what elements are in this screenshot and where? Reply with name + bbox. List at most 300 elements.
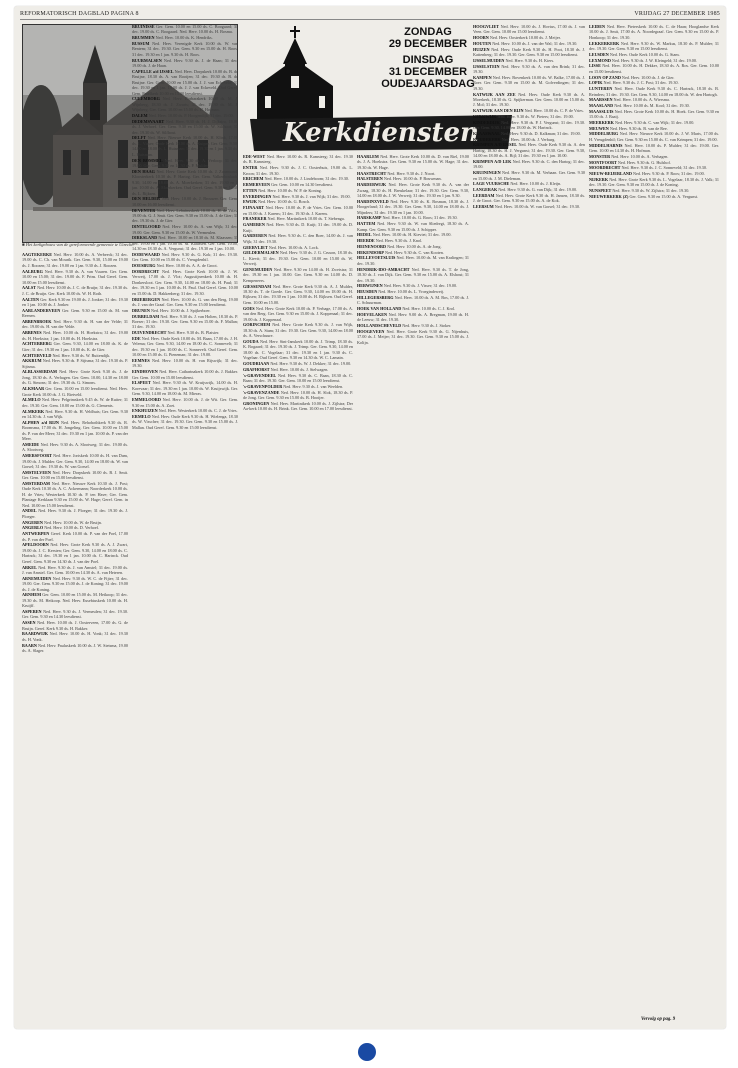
church-listing-entry xyxy=(473,193,585,204)
service-times: Ned. Herv. Nieuwe Kerk 10.30 ds. J. Post; Oude Kerk 10.30 ds. A. C. Ackermann; Noorderkerk 10.00 ds. H. de Vries; Westerkerk 10.30 ds. P. ten Have; Ger. Gem. Plantage Kerklaan 9.30 en 15.00 ds. W. Hage; Geref. Gem. in Ned. 10.00 en 15.00 leesdienst. xyxy=(22,480,128,508)
church-listing-entry xyxy=(132,208,238,224)
church-listing-entry xyxy=(357,154,469,170)
place-name: HELLEVOETSLUIS xyxy=(357,255,396,261)
place-name: GENEMUIDEN xyxy=(243,266,273,272)
place-name: HAARLEM xyxy=(357,154,379,159)
service-times: Ned. Herv. 9.30 ds. J. G. Cruson, 18.30 ds. L. Kievit; 31 dec. 19.30. Ger. Gem. 10.00 en 15.00 ds. W. Verweij. xyxy=(243,250,353,267)
service-times: Ned. Herv. 10.00 ds. H. Dekker, 18.30 ds. A. Ros. Ger. Gem. 10.00 en 15.00 leesdienst. xyxy=(589,63,719,74)
service-times: Ned. Herv. Joriskerk 10.00 ds. H. van Dam, 19.00 ds. J. Mulder. Ger. Gem. 9.30, 14.00 en 18.00 ds. W. van Gorsel; 31 dec. 19.30 ds. W. van Gorsel. xyxy=(22,453,128,469)
church-listing-entry xyxy=(589,24,719,40)
place-name: ABBENES xyxy=(22,330,42,336)
place-name: BRUINISSE xyxy=(132,24,155,29)
church-listing-entry xyxy=(243,233,353,244)
church-listing-entry xyxy=(132,196,238,207)
service-times: Ned. Herv. Pieterskerk 10.00 ds. C. de Haan; Hooglandse Kerk 10.00 ds. J. Smit, 17.00 ds. A. Noordegraaf. Ger. Gem. 9.30 en 15.00 ds. P. Honkoop; 31 dec. 19.30. xyxy=(589,24,719,40)
place-name: KATWIJK AAN DEN RIJN xyxy=(473,108,524,114)
service-times: Ned. Herv. Grote Kerk 9.30 ds. H. Jansen, 18.30 ds. J. de Groot. Ger. Gem. 9.30 en 15.00 ds. A. de Kok. xyxy=(473,192,585,204)
place-name: 's-GRAVENZANDE xyxy=(243,389,280,395)
place-name: DELFT xyxy=(132,135,146,141)
church-listing-entry xyxy=(243,165,353,176)
service-times: Ned. Herv. Bovenkerk 10.00 ds. W. Balke, 17.00 ds. J. Boer. Ger. Gem. 9.30 en 15.00 ds. M. Golverdingen; 31 dec. 19.30. xyxy=(473,74,585,91)
service-times: Ned. Herv. Grote Kerk 9.30 ds. A. J. Zwart, 19.00 ds. J. C. Kersten; Ger. Gem. 9.30, 14.00 en 18.00 ds. C. Harinck; 31 dec. 19.30 en 1 jan. 10.00 ds. C. Harinck. Oud Geref. Gem. 9.30 en 14.30 ds. J. van der Poel. xyxy=(22,542,128,564)
place-name: GARDEREN xyxy=(243,233,267,239)
place-name: BAARDWIJK xyxy=(22,631,49,637)
place-name: NUNSPEET xyxy=(589,188,612,194)
church-listing-entry xyxy=(243,322,353,338)
place-name: ERICHEM xyxy=(243,176,264,182)
place-name: MOORDRECHT xyxy=(589,165,621,171)
church-listing-entry xyxy=(473,108,585,113)
church-listing-entry xyxy=(357,312,469,323)
church-listing-entry xyxy=(22,592,128,608)
place-name: DUBBELDAM xyxy=(132,313,160,319)
church-listing-entry xyxy=(22,643,128,654)
place-name: LEXMOND xyxy=(589,57,611,63)
place-name: HALSTEREN xyxy=(357,176,383,182)
place-name: DEN BOMMEL xyxy=(132,157,163,163)
service-times: Ned. Herv. 10.00 ds. H. Kieviet; 31 dec. 19.00. xyxy=(372,232,452,238)
church-listing-entry xyxy=(357,306,469,311)
service-times: Ned. Herv. 9.30 ds. C. Baan, 18.30 ds. C. Baan; 31 dec. 19.30. Ger. Gem. 10.00 en 15.00 leesdienst. xyxy=(243,372,353,384)
church-listing-entry xyxy=(357,199,469,215)
church-listing-entry xyxy=(243,401,353,412)
church-listing-entry xyxy=(589,143,719,154)
service-times: Ned. Herv. 9.30 ds. W. J. Dekker; 31 dec. 19.00. xyxy=(270,361,352,367)
church-listing-entry xyxy=(473,131,585,136)
church-listing-entry xyxy=(132,263,238,268)
church-listing-entry xyxy=(357,250,469,255)
place-name: LISSE xyxy=(589,63,601,69)
headline-day-2: DINSDAG xyxy=(402,54,454,66)
service-times: Ned. Herv. Nieuwe Kerk 10.00 ds. J. W. Maris, 17.00 ds. H. Vreugdenhil; Ger. Gem. 9.30 en 15.00 ds. C. van Krimpen; 31 dec. 19.00. xyxy=(589,131,719,142)
service-times: Ned. Herv. 9.30 ds. D. Kalkman; 31 dec. 19.00. xyxy=(501,130,581,136)
blue-marker-dot xyxy=(358,1043,376,1061)
church-listing-entry xyxy=(473,120,585,131)
place-name: MONTFOORT xyxy=(589,159,617,165)
service-times: Ned. Herv. 9.30 ds. W. Markus, 18.30 ds. P. Mulder; 31 dec. 19.30. Ger. Gem. 9.30 en 15.00 leesdienst. xyxy=(589,40,719,52)
service-times: Ned. Herv. 10.00 ds. D. Verhoef. xyxy=(44,525,100,531)
church-listing-entry xyxy=(357,295,469,306)
place-name: ERMELO xyxy=(132,414,151,420)
place-name: HARDINXVELD xyxy=(357,198,389,204)
church-listing-entry xyxy=(132,113,238,118)
place-name: HARSKAMP xyxy=(357,215,382,221)
service-times: Ned. Herv. 9.30 ds. J. van Wijk; 31 dec. 19.00. xyxy=(272,193,351,199)
headline-date-2: 31 DECEMBER xyxy=(388,66,468,78)
place-name: GORINCHEM xyxy=(243,322,271,328)
church-listing-entry xyxy=(473,35,585,40)
service-times: Ned. Herv. 10.00 ds. A. van Wijk; 31 dec. 19.00. Ger. Gem. 9.30 en 15.00 ds. W. Vermeulen. xyxy=(132,224,238,235)
service-times: Ned. Herv. 10.00 ds. A. Verhagen. xyxy=(611,153,669,159)
place-name: KRIMPEN A/D IJSSEL xyxy=(473,142,518,148)
church-listing-entry xyxy=(22,565,128,576)
service-times: Ger. Gem. 10.00 en 15.00 leesdienst. Ned. Herv. Grote Kerk 10.00 ds. J. G. Rietveld. xyxy=(22,386,128,397)
church-listing-entry xyxy=(132,269,238,296)
service-times: Ned. Herv. 10.00 en 18.30 ds. M. Klaassen; 31 dec. 19.00 en 1 jan. 10.00 ds. M. Klaassen. Ger. Gem. 10.00, 14.30 en 18.30 ds. A. Vergunst; 31 dec. 19.30 en 1 jan. 10.00. xyxy=(132,235,238,252)
church-listing-entry xyxy=(243,367,353,372)
service-times: Ned. Herv. Nieuwe Kerk 10.00 ds. H. Klink, 17.00 ds. L. Visser; Oude Kerk 10.00 ds. A. Kuiper. Ger. Gem. 9.30, 14.00 en 18.00 ds. L. Huisman; 31 dec. 19.30 en 1 jan. 9.30 ds. L. Huisman. xyxy=(132,135,238,157)
church-listing-entry xyxy=(357,244,469,249)
church-listing-entry xyxy=(132,369,238,380)
place-name: HOOGVLIET xyxy=(473,24,500,29)
place-name: KRIMPEN A/D LEK xyxy=(473,159,512,165)
church-listing-entry xyxy=(589,109,719,120)
service-times: Ned. Herv. 10.00 ds. A. de Jong. xyxy=(387,243,442,249)
church-listing-entry xyxy=(473,137,585,142)
church-listing-entry xyxy=(22,330,128,341)
place-name: DORDRECHT xyxy=(132,268,160,274)
place-name: HOUTEN xyxy=(473,40,492,46)
church-listing-entry xyxy=(243,284,353,306)
place-name: HOEK VAN HOLLAND xyxy=(357,305,402,311)
church-listing-entry xyxy=(589,154,719,159)
church-listing-entry xyxy=(132,41,238,57)
church-listing-entry xyxy=(132,330,238,335)
service-times: Ned. Herv. 10.00 ds. M. van Kralingen; 31 dec. 19.30. xyxy=(357,255,469,266)
church-listing-entry xyxy=(473,187,585,192)
church-listing-entry xyxy=(589,63,719,74)
place-name: ALKMAAR xyxy=(22,386,45,392)
place-name: LEERSUM xyxy=(473,204,494,210)
service-times: Ned. Herv. 10.00 ds. H. Vonk; 31 dec. 19.30 ds. H. Vonk. xyxy=(22,631,128,642)
service-times: Ger. Gem. 10.00 en 15.00 ds. M. Heikoop; 31 dec. 19.30 ds. M. Heikoop. Ned. Herv. Eusebiuskerk 10.00 ds. H. Kruijff. xyxy=(22,592,128,609)
service-times: Ned. Herv. 10.00 ds. J. Kleijn. xyxy=(510,181,562,187)
place-name: HERWIJNEN xyxy=(357,283,383,289)
church-listing-entry xyxy=(132,336,238,358)
service-times: Ned. Herv. 10.00 ds. J. Brouwer. Ger. Gem. 10.00 en 16.00 leesdienst. xyxy=(132,196,238,207)
service-times: Ned. Herv. 9.00 ds. A. Bregman, 19.00 ds. H. de Leeuw; 31 dec. 19.30. xyxy=(357,311,469,323)
place-name: DEDEMSVAART xyxy=(132,118,165,124)
church-listing-entry xyxy=(473,92,585,108)
place-name: AMERSFOORT xyxy=(22,453,52,459)
place-name: MEUWEN xyxy=(589,125,609,131)
place-name: FRANEKER xyxy=(243,216,267,222)
church-listing-entry xyxy=(22,508,128,519)
place-name: ALMELO xyxy=(22,397,41,403)
place-name: ETTEN xyxy=(243,187,258,193)
church-listing-entry xyxy=(243,245,353,250)
service-times: Ned. Herv. Oude Kerk 9.30 ds. C. Harinck, 18.30 ds. B. Reinders; 31 dec. 19.30. Ger. Gem. 9.30, 14.00 en 18.00 ds. W. den Hartogh. xyxy=(589,86,719,97)
church-listing-entry xyxy=(243,199,353,204)
service-times: Ned. Herv. 9.30 ds. B. van de Ree. xyxy=(609,125,668,131)
place-name: ANTWERPEN xyxy=(22,531,50,537)
place-name: ANGERLO xyxy=(22,525,44,531)
service-times: Ned. Herv. 9.30 ds. A. Verloop; 31 dec. 19.00. Ger. Gem. 9.30 en 14.30 ds. P. Mulder. xyxy=(132,157,238,168)
church-listing-entry xyxy=(243,222,353,233)
service-times: Ned. Herv. 9.30 ds. J. Ploeger; 31 dec. 19.30 ds. J. Ploeger. xyxy=(22,508,128,519)
service-times: Ned. Herv. 10.00 ds. W. P. de Koning. xyxy=(258,187,322,193)
place-name: DEVENTER xyxy=(132,207,156,213)
service-times: Ned. Herv. Dorpskerk 10.00 ds. B. J. Smit. Ger. Gem. 10.00 en 15.00 leesdienst. xyxy=(22,469,128,481)
place-name: HILLEGERSBERG xyxy=(357,294,394,300)
church-listing-entry xyxy=(22,409,128,420)
church-listing-entry xyxy=(22,420,128,442)
church-listing-entry xyxy=(132,314,238,330)
place-name: HEUSDEN xyxy=(357,289,378,295)
service-times: Ger. Gem. 10.00 en 15.00 ds. C. Boogaard; 31 dec. 19.00 ds. C. Boogaard. Ned. Herv. 10.00 ds. H. Bosma. xyxy=(132,24,238,35)
place-name: ALPHEN a/d RIJN xyxy=(22,419,59,425)
church-listing-entry xyxy=(589,86,719,97)
church-listing-entry xyxy=(357,238,469,243)
place-name: ASPEREN xyxy=(22,609,42,615)
church-listing-entry xyxy=(132,252,238,263)
place-name: LEIDEN xyxy=(589,24,606,29)
place-name: KAMPEN xyxy=(473,74,492,80)
place-name: AAGTEKERKE xyxy=(22,252,53,257)
service-times: Ned. Herv. 9.30 ds. K. Bosman, 18.30 ds. J. Hoogerland; 31 dec. 19.30. Ger. Gem. 9.30, 14.00 en 18.00 ds. J. Mijnders; 31 dec. 19.30 en 1 jan. 10.00. xyxy=(357,198,469,215)
service-times: Ned. Herv. 10.00 ds. K. Hendriks. xyxy=(155,35,213,41)
church-listing-entry xyxy=(243,267,353,283)
church-listing-entry xyxy=(132,297,238,308)
place-name: DIRKSLAND xyxy=(132,235,158,241)
church-listing-entry xyxy=(132,58,238,69)
church-listing-entry xyxy=(589,75,719,80)
place-name: LEERDAM xyxy=(473,192,495,198)
church-listing-entry xyxy=(132,397,238,408)
place-name: EVERDINGEN xyxy=(243,193,272,199)
church-listing-entry xyxy=(22,341,128,352)
service-times: Ned. Herv. Westerkerk 10.00 ds. C. J. de Vries. xyxy=(158,408,238,414)
church-listing-entry xyxy=(22,531,128,542)
church-listing-entry xyxy=(589,97,719,102)
place-name: KERKWIJK xyxy=(473,113,497,119)
church-listing-entry xyxy=(473,58,585,63)
church-listing-entry xyxy=(473,142,585,158)
place-name: LOPIK xyxy=(589,80,603,86)
church-listing-entry xyxy=(132,158,238,169)
service-times: Ned. Herv. 10.00 ds. J. Stelwagen. xyxy=(270,366,329,372)
service-times: Ned. Herv. 9.30 ds. M. Verbaan. Ger. Gem. 9.30 en 15.00 ds. J. M. Dieleman. xyxy=(473,170,585,181)
service-times: Ned. Herv. Pelgrimskerk 9.45 ds. W. de Ruiter; 31 dec. 19.30. Ger. Gem. 10.00 en 15.00 ds. G. Clements. xyxy=(22,397,128,408)
place-name: EEMNES xyxy=(132,358,150,364)
service-times: Ned. Herv. 10.00 ds. G. Bosch. xyxy=(258,199,311,205)
church-listing-entry xyxy=(22,442,128,453)
service-times: Ned. Herv. 9.30 ds. P. Roos; 31 dec. 19.00. xyxy=(632,171,705,177)
service-times: Ned. Herv. 9.30 ds. P. Sijtsma; 31 dec. 19.30 ds. P. Sijtsma. xyxy=(22,358,128,369)
service-times: Ned. Herv. 10.00 ds. W. de Bruijn. xyxy=(44,519,102,525)
place-name: NIJKERK xyxy=(589,176,609,182)
church-listing-entry xyxy=(22,525,128,530)
church-listing-entry xyxy=(357,329,469,345)
place-name: MIDDELBURG xyxy=(589,131,619,137)
place-name: ACHTERBERG xyxy=(22,341,52,347)
church-listing-entry xyxy=(132,308,238,313)
church-listing-entry xyxy=(243,373,353,384)
service-times: Ned. Herv. Grote Kerk 10.00 ds. P. Verhage, 17.00 ds. A. van den Berg. Ger. Gem. 9.30 en 15.00 ds. J. Koppenaal; 31 dec. 19.00 ds. J. Koppenaal. xyxy=(243,305,353,322)
service-times: Ned. Herv. 10.00 ds. A. Wiersma. xyxy=(613,97,670,103)
service-times: Ned. Herv. Oude Kerk 10.00 ds. G. Stam. xyxy=(609,51,680,57)
church-listing-entry xyxy=(22,386,128,397)
church-listing-entry xyxy=(22,369,128,385)
place-name: KOUDEKERK xyxy=(473,136,501,142)
headline-oudejaarsdag: OUDEJAARSDAG xyxy=(381,78,475,90)
service-times: Ned. Herv. 9.30 ds. A. van den Brink; 31 dec. 19.30. xyxy=(473,63,585,75)
service-times: Ned. Herv. 10.00 ds. L. Vroegindeweij. xyxy=(378,289,445,295)
service-times: Ned. Herv. 10.00 ds. P. Bouwman. xyxy=(383,176,442,182)
service-times: Ned. Herv. Grote Kerk 9.30 ds. A. van der Zwaag, 18.30 ds. H. Breukelaar; 31 dec. 19.30. Ger. Gem. 9.30, 14.00 en 18.00 ds. J. W. Verweij; 31 dec. 19.30 en 1 jan. 9.30. xyxy=(357,182,469,199)
service-times: Ned. Herv. Grote Kerk 10.00 ds. J. W. Verweij, 17.00 ds. J. Vlot; Augustijnenkerk 10.00 ds. H. Donkersloot. Ger. Gem. 9.30, 14.00 en 18.00 ds. H. Paul; 31 dec. 19.30 en 1 jan. 10.00 ds. H. Paul. Oud Geref. Gem. 10.00 en 15.00 ds. D. Hakkenberg; 31 dec. 19.30. xyxy=(132,268,238,296)
church-listing-entry xyxy=(22,319,128,330)
place-name: LEUSDEN xyxy=(589,51,609,57)
continued-note: Vervolg op pag. 9 xyxy=(641,1017,676,1022)
service-times: Ned. Herv. Oosterkerk 10.00 ds. J. Meijer. xyxy=(489,35,561,41)
place-name: MAASSLUIS xyxy=(589,108,614,114)
place-name: DALEM xyxy=(132,113,148,119)
place-name: ELSPEET xyxy=(132,380,151,386)
church-listing-entry xyxy=(132,408,238,413)
service-times: Ned. Herv. 9.30 ds. H. van der Velde; 31 dec. 19.00 ds. H. van der Velde. xyxy=(22,318,128,330)
place-name: ALBLASSERDAM xyxy=(22,369,57,375)
service-times: Ned. Herv. 9.30 ds. C. den Boer, 14.00 ds. J. van Wijk; 31 dec. 19.30. xyxy=(243,233,353,244)
listing-column-5 xyxy=(473,24,585,1022)
listing-column-3 xyxy=(243,154,353,1022)
place-name: DEN HELDER xyxy=(132,196,161,202)
church-listing-entry xyxy=(589,160,719,165)
church-listing-entry xyxy=(357,283,469,288)
place-name: GOES xyxy=(243,305,255,311)
church-listing-entry xyxy=(22,576,128,592)
place-name: EDE xyxy=(132,335,141,341)
service-times: Ned. Herv. 10.00 ds. H. van Rijswijk; 31 dec. 19.30. xyxy=(132,358,238,369)
church-listing-entry xyxy=(22,481,128,508)
service-times: Ned. Herv. Grote Kerk 10.00 ds. D. van Riel, 19.00 ds. J. A. Hoekstra. Ger. Gem. 9.30 en 15.00 ds. W. Hage; 31 dec. 19.30 ds. W. Hage. xyxy=(357,154,469,170)
service-times: Ned. Herv. 10.00 ds. M. Kool; 31 dec. 19.30. xyxy=(614,103,690,109)
place-name: ABBENBROEK xyxy=(22,318,52,324)
church-listing-entry xyxy=(589,131,719,142)
service-times: Ned. Herv. Pauluskerk 10.00 ds. J. W. Sietsma, 19.00 ds. A. Slager. xyxy=(22,642,128,654)
place-name: APELDOORN xyxy=(22,542,49,548)
place-name: MAARSSEN xyxy=(589,97,613,103)
service-times: Ned. Herv. 9.30 ds. W. Zijlstra; 31 dec. 19.30. xyxy=(612,188,690,194)
service-times: Ger. Gem. 10.00 en 14.30 leesdienst. xyxy=(271,182,333,188)
service-times: Ned. Herv. 9.30 ds. J. C. Post; 31 dec. 19.30. xyxy=(603,80,679,86)
service-times: Ned. Herv. Oude Kerk 9.30 ds. A. den Hartog, 18.30 ds. H. J. Vergunst; 31 dec. 19.30. Ger. Gem. 9.30, 14.00 en 18.00 ds. A. Bijl; 31 dec. 19.30 en 1 jan. 10.00. xyxy=(473,142,585,159)
listing-column-6 xyxy=(589,24,719,1014)
service-times: Ned. Herv. Grote Kerk 9.30 ds. J. van Wijk, 18.30 ds. A. Stam; 31 dec. 19.30. Ger. Gem. 9.30, 14.00 en 18.00 ds. A. Verschuure. xyxy=(243,322,353,339)
place-name: GAMEREN xyxy=(243,222,265,228)
service-times: Ned. Herv. 9.30 ds. D. Kuijt; 31 dec. 19.00 ds. D. Kuijt. xyxy=(243,222,353,233)
church-listing-entry xyxy=(22,285,128,296)
service-times: Ned. Herv. 9.30 ds. J. Visser; 31 dec. 19.00. xyxy=(383,283,458,289)
service-times: Ned. Herv. 9.30 ds. J. W. Kleingeld; 31 dec. 19.00. xyxy=(611,57,698,63)
service-times: Ned. Herv. Grote Kerk 9.30 ds. J. de Jong, 18.30 ds. A. Verhagen. Ger. Gem. 10.00, 14.30 en 18.00 ds. G. Simons; 31 dec. 19.30 ds. G. Simons. xyxy=(22,369,128,386)
header-right: VRIJDAG 27 DECEMBER 1985 xyxy=(634,11,720,17)
service-times: Ned. Herv. 10.00 ds. A. Lock. xyxy=(268,244,319,250)
place-name: GELDERMALSEN xyxy=(243,250,279,256)
place-name: HEERDE xyxy=(357,238,375,244)
church-listing-entry xyxy=(132,135,238,157)
service-times: Ned. Herv. 9.30 ds. J. Noort. xyxy=(387,170,436,176)
church-listing-entry xyxy=(357,232,469,237)
place-name: ANGEREN xyxy=(22,519,43,525)
church-listing-entry xyxy=(22,269,128,285)
church-listing-entry xyxy=(357,255,469,266)
service-times: Ned. Herv. 10.00 ds. C. P. de Vries. xyxy=(524,108,584,114)
service-times: Ned. Herv. 9.30 ds. P. J. Vergunst; 31 dec. 19.30. Ger. Gem. 9.30, 14.00 en 18.00 ds. W. Harinck. xyxy=(473,119,585,131)
place-name: AMEIDE xyxy=(22,441,40,447)
place-name: ARNEMUIDEN xyxy=(22,575,52,581)
service-times: Ned. Herv. 9.30 ds. H. J. Dijkstra, 19.00 ds. J. Verhoef. Ger. Gem. 9.30 en 15.00 ds. W. Silfhout; 31 dec. 19.30 ds. W. Silfhout. xyxy=(132,118,238,135)
service-times: Ned. Herv. Oude Kerk 10.00 ds. M. Baan, 17.00 ds. J. H. Velema; Ger. Gem. 9.30, 14.00 en 18.00 ds. C. Sonnevelt; 31 dec. 19.30 en 1 jan. 10.00 ds. C. Sonnevelt. Oud Geref. Gem. 10.00 en 15.00 ds. G. Pieneman; 31 dec. 19.00. xyxy=(132,335,238,358)
service-times: Ned. Herv. 9.30 ds. G. Kok; 31 dec. 19.30. Ger. Gem. 10.00 en 15.00 ds. C. Vreugdenhil. xyxy=(132,252,238,263)
place-name: MONSTER xyxy=(589,153,611,159)
place-name: LAGE VUURSCHE xyxy=(473,181,510,187)
church-listing-entry xyxy=(132,235,238,251)
church-listing-entry xyxy=(357,171,469,176)
church-listing-entry xyxy=(243,176,353,181)
place-name: AALTEN xyxy=(22,296,40,302)
service-times: Ned. Herv. 9.30 ds. W. van Sliedregt, 18.30 ds. A. Kamp. Ger. Gem. 9.30 en 15.00 ds. J. Schipper. xyxy=(357,221,469,232)
church-listing-entry xyxy=(473,24,585,35)
service-times: Ned. Herv. Grote Kerk 10.00 ds. H. Hoek. Ger. Gem. 9.30 en 15.00 ds. J. Baaij. xyxy=(589,108,719,120)
service-times: Ned. Herv. 9.30 ds. B. Plaisier. xyxy=(167,330,220,336)
church-listing-entry xyxy=(22,542,128,564)
listing-column-1 xyxy=(22,252,128,1022)
church-listing-entry xyxy=(473,47,585,58)
service-times: Ned. Herv. 10.00 ds. A. A. de Groot. xyxy=(156,263,218,269)
service-times: Ned. Herv. Oude Kerk 9.30 ds. H. Wielenga, 18.30 ds. W. Visscher; 31 dec. 19.30. Ger. Gem. 9.30 en 15.00 ds. J. Mallan. Oud Geref. Gem. 9.30 en 15.00 leesdienst. xyxy=(132,414,238,430)
place-name: DUIVENDRECHT xyxy=(132,330,167,336)
church-listing-entry xyxy=(243,384,353,389)
place-name: CAPELLE a/d IJSSEL xyxy=(132,68,174,74)
place-name: ENKHUIZEN xyxy=(132,408,158,414)
place-name: ENTER xyxy=(243,165,258,171)
place-name: ERMERVEEN xyxy=(243,182,271,188)
church-listing-entry xyxy=(243,194,353,199)
church-listing-entry xyxy=(589,177,719,188)
place-name: KLAASWAAL xyxy=(473,130,500,136)
service-times: Ned. Herv. 10.00 ds. A. Verbeeck; 31 dec. 19.00 ds. C. Ch. van Mourik. Ger. Gem. 9.30, 15.00 en 19.00 ds. J. Roozen; 31 dec. 19.00 en 1 jan. 9.30 ds. J. Roozen. xyxy=(22,252,128,268)
service-times: Ger. Kerk 9.30 en 19.00 ds. J. Jonker; 31 dec. 19.30 en 1 jan. 10.00 ds. J. Jonker. xyxy=(22,296,128,307)
church-listing-entry xyxy=(589,126,719,131)
place-name: AKKRUM xyxy=(22,358,42,364)
church-listing-entry xyxy=(357,221,469,232)
place-name: ANDEL xyxy=(22,508,37,514)
church-listing-entry xyxy=(243,306,353,322)
church-listing-entry xyxy=(473,64,585,75)
place-name: MIDDELHARNIS xyxy=(589,142,623,148)
banner-title: Kerkdiensten xyxy=(283,118,479,148)
church-listing-entry xyxy=(357,215,469,220)
church-listing-entry xyxy=(357,182,469,198)
service-times: Ned. Herv. Grote Kerk 10.00 ds. J. Zuurmond; Kloosterkerk 10.30 ds. P. Hartog. Ger. Gem. Valkenboskade 9.30, 14.00 en 18.00 ds. A. Moerkerken; 31 dec. 19.30 en 1 jan. 10.00 ds. A. Moerkerken. Oud Geref. Gem. 9.30 en 14.30 ds. L. Rijksen. xyxy=(132,168,238,196)
service-times: Ned. Herv. 10.00 ds. H. Hoekstra; 31 dec. 19.00 ds. H. Hoekstra; 1 jan. 10.00 ds. H. Hoekstra. xyxy=(22,330,128,341)
service-times: Ned. Herv. Sint-Janskerk 10.00 ds. J. Trimp, 18.30 ds. K. Bogaard; 31 dec. 19.30 ds. J. Trimp. Ger. Gem. 9.30, 14.00 en 18.00 ds. C. Vogelaar; 31 dec. 19.30 en 1 jan. 9.30 ds. C. Vogelaar. Oud Geref. Gem. 9.30 en 14.30 ds. W. C. Lamain. xyxy=(243,339,353,361)
church-listing-entry xyxy=(357,323,469,328)
service-times: Ned. Herv. 10.00 ds. J. Lindeboom; 31 dec. 19.30. xyxy=(264,176,349,182)
header-left: REFORMATORISCH DAGBLAD PAGINA 8 xyxy=(20,11,139,17)
place-name: AALST xyxy=(22,285,36,291)
church-listing-entry xyxy=(243,182,353,187)
service-times: Ned. Herv. 9.30 ds. H. Kiers. xyxy=(505,57,555,63)
service-times: Ned. Herv. 10.00 ds. C. J. Krol. xyxy=(402,305,456,311)
church-listing-entry xyxy=(473,41,585,46)
church-listing-entry xyxy=(132,96,238,112)
place-name: HEINENOORD xyxy=(357,243,387,249)
place-name: ACHTERVELD xyxy=(22,352,52,358)
service-times: Ned. Herv. 10.00 ds. J. Hovius, 17.00 ds. J. van Veen. Ger. Gem. 10.00 en 15.00 leesdienst. xyxy=(473,24,585,35)
service-times: Ned. Herv. 10.00 ds. P. Hoogendijk; 31 dec. 19.00. xyxy=(148,113,234,119)
place-name: EWIJK xyxy=(243,199,257,205)
service-times: Ned. Herv. 9.30 ds. T. de Jong, 18.30 ds. J. van Dijk. Ger. Gem. 9.30 en 15.00 ds. A. Elshout; 31 dec. 19.30. xyxy=(357,266,469,283)
service-times: Ned. Herv. 10.00 ds. G. van den Berg, 19.00 ds. J. van der Graaf. Ger. Gem. 9.30 en 15.00 leesdienst. xyxy=(132,296,238,307)
church-listing-entry xyxy=(589,103,719,108)
place-name: DRIEBERGEN xyxy=(132,296,161,302)
church-listing-entry xyxy=(243,154,353,165)
place-name: ARKEL xyxy=(22,564,37,570)
place-name: BUURMALSEN xyxy=(132,57,162,63)
service-times: Ned. Herv. 9.30 ds. W. Kruijswijk, 14.00 ds. H. Korevaar; 31 dec. 19.30 en 1 jan. 10.00 ds. W. Kruijswijk. Ger. Gem. 9.30, 14.00 en 18.00 ds. M. Mieras. xyxy=(132,380,238,397)
